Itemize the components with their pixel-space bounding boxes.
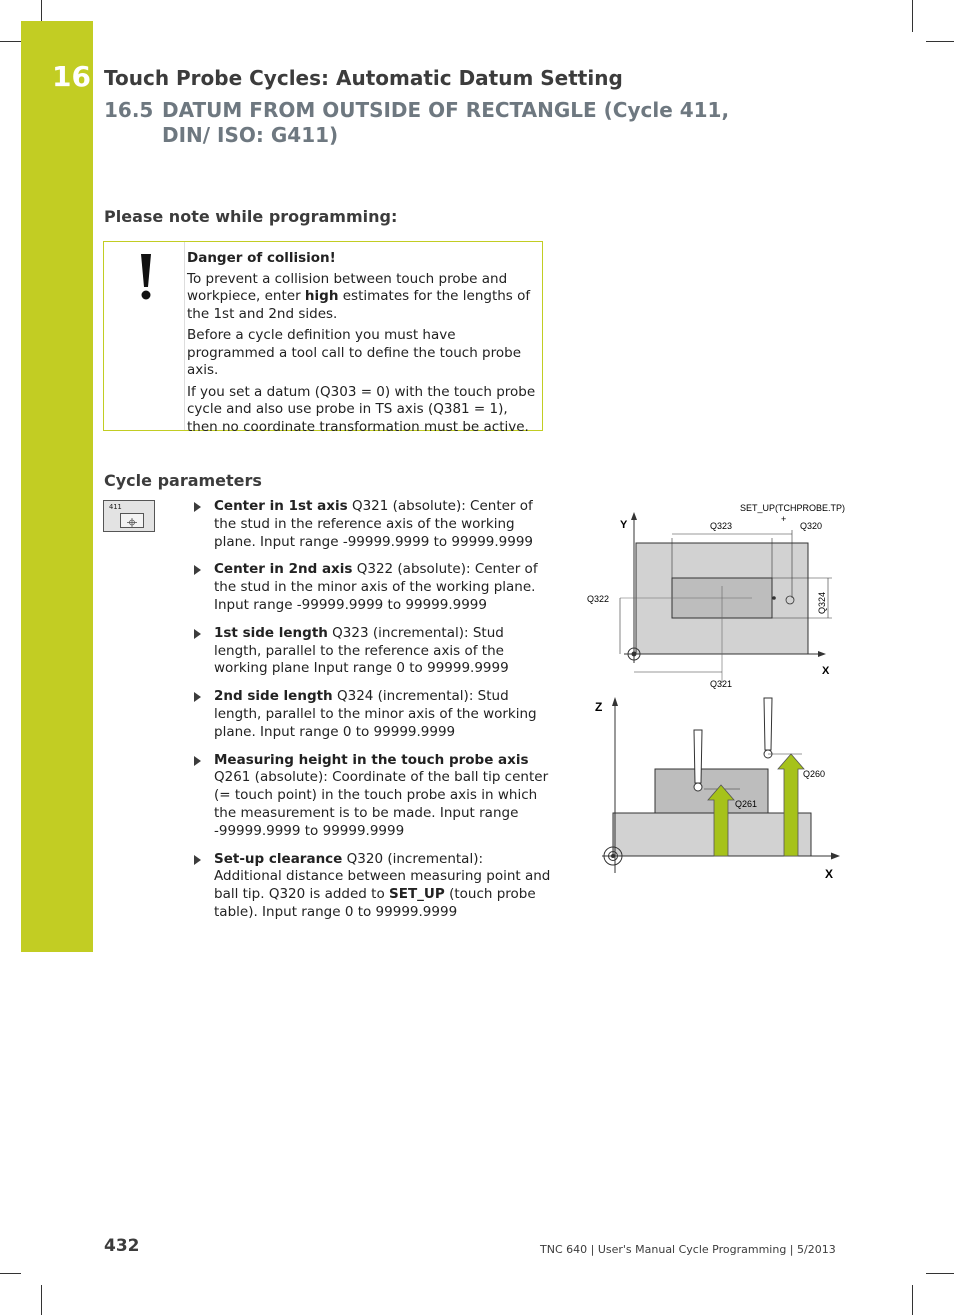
- note-divider: [184, 242, 185, 430]
- measuring-point-icon: [772, 596, 776, 600]
- z-axis-arrow: [612, 697, 618, 706]
- top-view: [587, 503, 845, 689]
- cycle-411-softkey-icon: [103, 500, 155, 532]
- set-up-label: SET_UP(TCHPROBE.TP): [740, 503, 846, 513]
- x-axis-arrow-side: [831, 853, 840, 860]
- parameter-list: [194, 498, 554, 932]
- crop-mark: [926, 1273, 954, 1274]
- plus-sign: +: [781, 514, 787, 524]
- bullet-triangle-icon: [194, 756, 201, 766]
- x-axis-label: X: [822, 665, 830, 677]
- crop-mark: [912, 1285, 913, 1315]
- param-measuring-height: Measuring height in the touch probe axis Q261 (absolute): Coordinate of the ball tip center (= touch point) in the touch probe axis in which the measurement is to be made. Input range -99999.9999 to 99999.9999: [194, 752, 554, 841]
- chapter-title: Touch Probe Cycles: Automatic Datum Setting: [104, 66, 623, 90]
- crop-mark: [41, 1285, 42, 1315]
- bullet-triangle-icon: [194, 629, 201, 639]
- exclamation-icon: [140, 254, 152, 300]
- chapter-sidebar: [21, 21, 93, 952]
- z-axis-label: Z: [595, 700, 603, 714]
- y-axis-arrow: [631, 512, 637, 520]
- probe-stylus-low-icon: [694, 730, 702, 783]
- danger-note-box: [103, 241, 543, 435]
- cycle-411-diagram: [580, 498, 860, 888]
- bullet-triangle-icon: [194, 502, 201, 512]
- plate-side-view: [613, 813, 811, 856]
- note-heading: Please note while programming:: [104, 207, 398, 226]
- side-view: [595, 697, 840, 881]
- datum-center-icon: [632, 652, 637, 657]
- x-axis-arrow: [818, 651, 826, 657]
- note-paragraph-1: To prevent a collision between touch probe and workpiece, enter high estimates for the lengths of the 1st and 2nd sides.: [187, 270, 531, 322]
- cycle-icon-label: 411: [109, 503, 122, 511]
- page-number: 432: [104, 1236, 140, 1256]
- param-center-2nd-axis: Center in 2nd axis Q322 (absolute): Center of the stud in the minor axis of the working plane. Input range -99999.9999 to 99999.9999: [194, 561, 554, 614]
- q321-label: Q321: [710, 679, 733, 689]
- chapter-number: 16: [52, 60, 91, 93]
- cycle-icon-rectangle: [120, 513, 144, 528]
- param-center-1st-axis: Center in 1st axis Q321 (absolute): Center of the stud in the reference axis of the working plane. Input range -99999.9999 to 99999.9999: [194, 498, 554, 551]
- note-content: [187, 250, 537, 440]
- probe-stylus-high-icon: [764, 698, 772, 750]
- crop-mark: [926, 41, 954, 42]
- note-paragraph-2: Before a cycle definition you must have programmed a tool call to define the touch probe axis.: [187, 327, 522, 378]
- footer-text: TNC 640 | User's Manual Cycle Programming | 5/2013: [540, 1243, 836, 1256]
- cycle-parameters-heading: Cycle parameters: [104, 471, 262, 490]
- y-axis-label: Y: [620, 519, 628, 531]
- q324-label: Q324: [817, 591, 827, 614]
- note-paragraph-3: If you set a datum (Q303 = 0) with the touch probe cycle and also use probe in TS axis (Q381 = 1), then no coordinate transformation must be active.: [187, 383, 536, 435]
- q320-label: Q320: [800, 521, 823, 531]
- crop-mark: [0, 1273, 21, 1274]
- param-2nd-side-length: 2nd side length Q324 (incremental): Stud length, parallel to the minor axis of the working plane. Input range 0 to 99999.9999: [194, 688, 554, 741]
- crop-mark: [912, 0, 913, 32]
- bullet-triangle-icon: [194, 565, 201, 575]
- bullet-triangle-icon: [194, 855, 201, 865]
- bullet-triangle-icon: [194, 692, 201, 702]
- q322-label: Q322: [587, 594, 610, 604]
- crop-mark: [0, 41, 21, 42]
- param-1st-side-length: 1st side length Q323 (incremental): Stud length, parallel to the reference axis of the working plane Input range 0 to 99999.9999: [194, 625, 554, 678]
- danger-title: Danger of collision!: [187, 250, 336, 266]
- crop-mark: [41, 0, 42, 21]
- q323-label: Q323: [710, 521, 733, 531]
- q261-label: Q261: [735, 799, 758, 809]
- datum-center-side-icon: [611, 854, 615, 858]
- param-set-up-clearance: Set-up clearance Q320 (incremental): Additional distance between measuring point and ball tip. Q320 is added to SET_UP (touch probe table). Input range 0 to 99999.9999: [194, 851, 554, 922]
- section-title: DATUM FROM OUTSIDE OF RECTANGLE (Cycle 411, DIN/ ISO: G411): [162, 98, 730, 147]
- crosshair-icon: [121, 516, 143, 529]
- x-axis-label-side: X: [825, 867, 834, 881]
- probe-ball-low-icon: [694, 783, 702, 791]
- q260-label: Q260: [803, 769, 826, 779]
- section-number: 16.5: [104, 98, 154, 122]
